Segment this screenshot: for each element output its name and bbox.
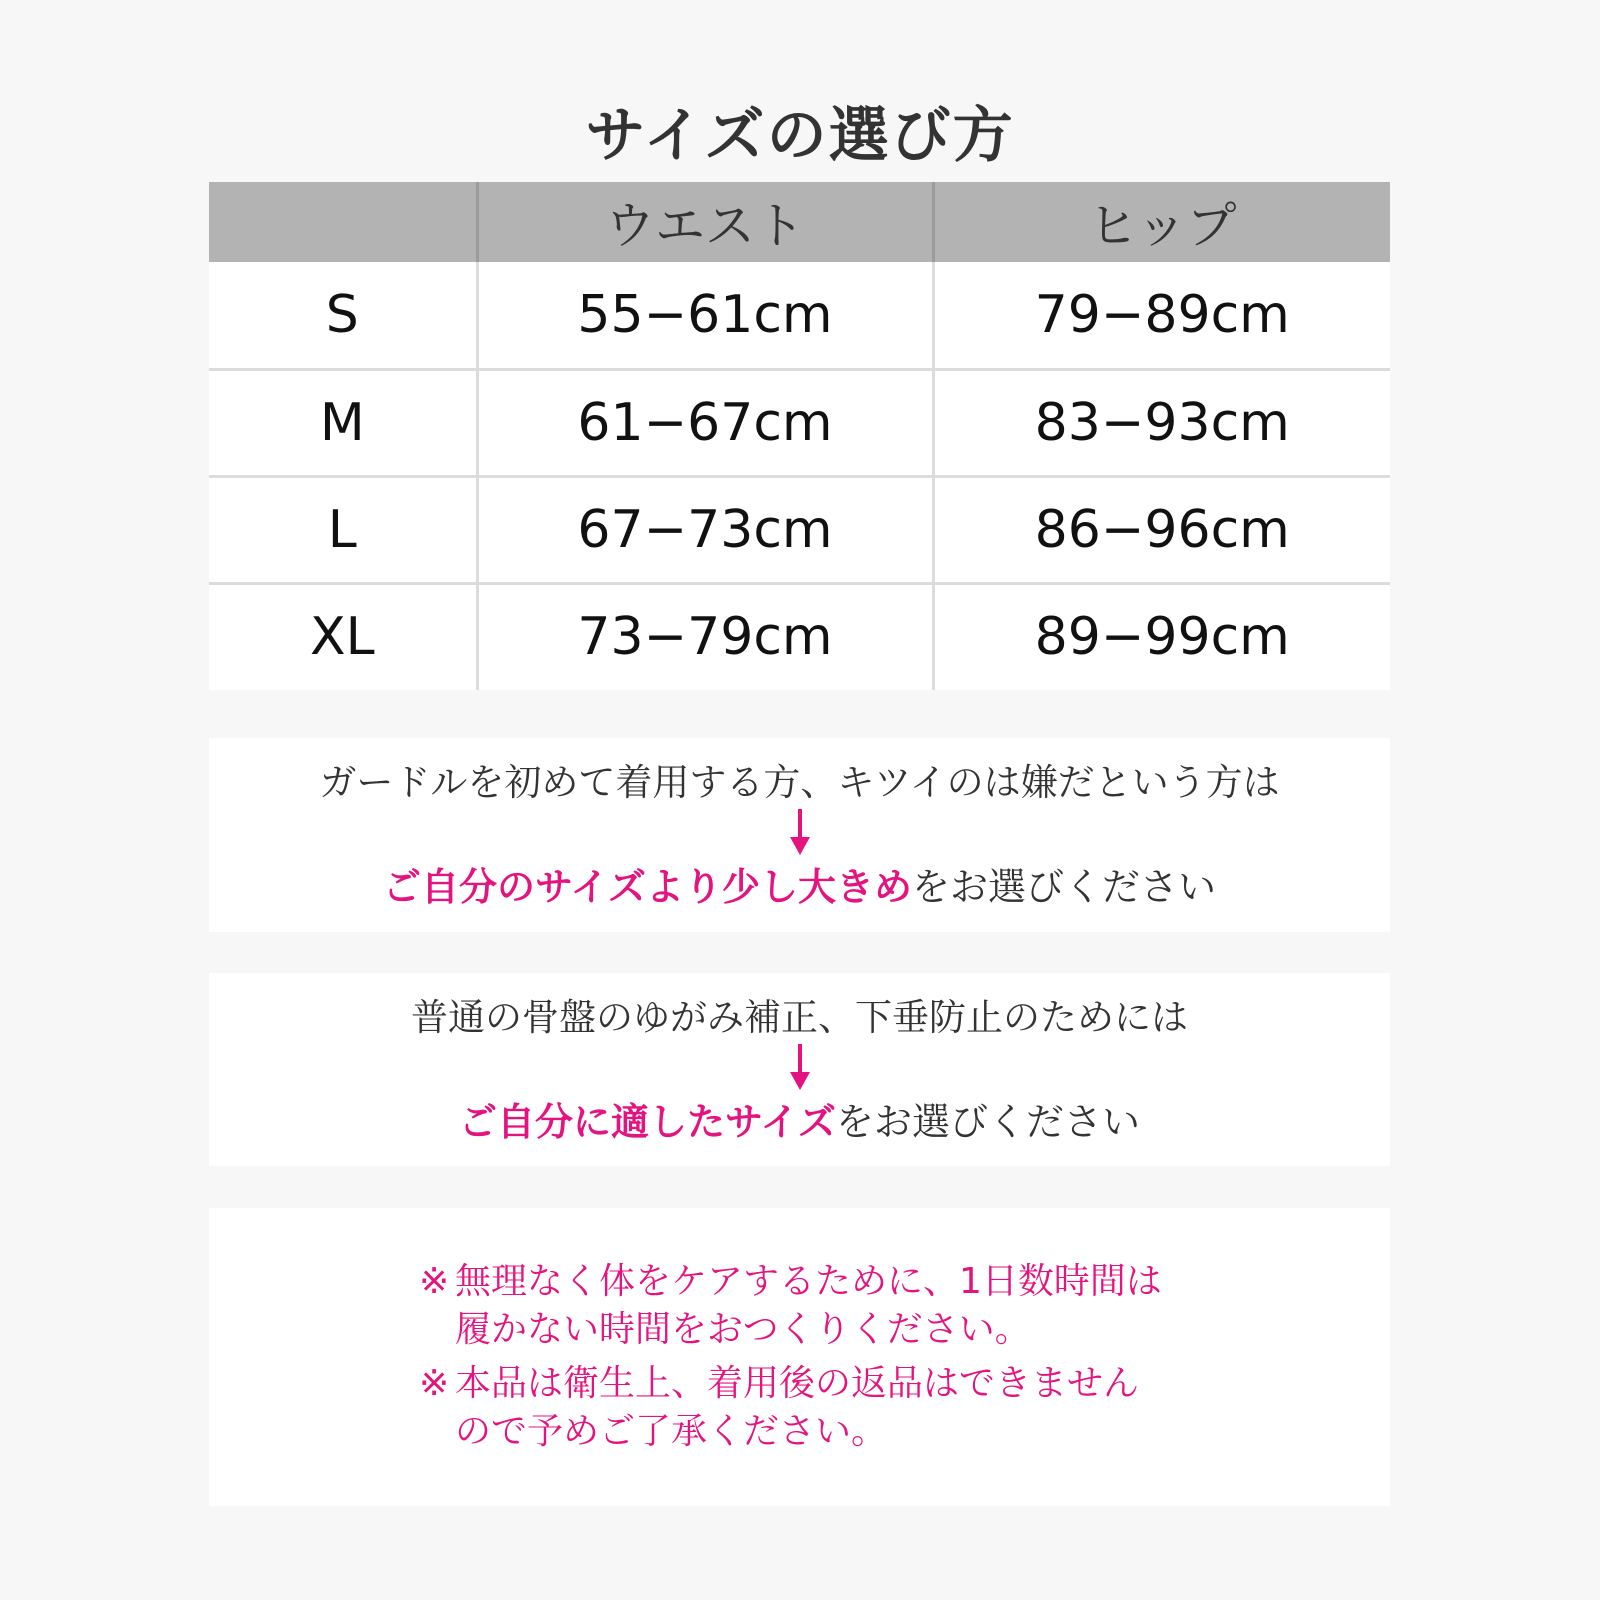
caution-note bbox=[419, 1258, 1179, 1354]
size-table bbox=[209, 182, 1390, 690]
advice-emphasis: ご自分に適したサイズ bbox=[459, 1100, 836, 1144]
caution-line: 本品は衛生上、着用後の返品はできません bbox=[455, 1363, 1140, 1404]
caution-mark: ※ bbox=[419, 1261, 450, 1302]
waist-cell: 61−67cm bbox=[477, 369, 933, 476]
header-hip: ヒップ bbox=[933, 182, 1390, 262]
caution-line: 履かない時間をおつくりください。 bbox=[455, 1309, 1031, 1350]
size-cell: XL bbox=[209, 583, 477, 690]
advice-box-correction bbox=[209, 973, 1390, 1166]
arrow-down-icon bbox=[788, 1044, 812, 1092]
hip-cell: 79−89cm bbox=[933, 262, 1390, 369]
table-row bbox=[209, 369, 1390, 476]
advice-suffix: をお選びください bbox=[911, 865, 1216, 909]
arrow-down-icon bbox=[788, 809, 812, 857]
table-header-row bbox=[209, 182, 1390, 262]
advice-recommendation bbox=[209, 867, 1390, 909]
hip-cell: 83−93cm bbox=[933, 369, 1390, 476]
size-cell: S bbox=[209, 262, 477, 369]
advice-box-first-time bbox=[209, 738, 1390, 932]
waist-cell: 67−73cm bbox=[477, 476, 933, 583]
table-row bbox=[209, 583, 1390, 690]
size-cell: L bbox=[209, 476, 477, 583]
caution-line: ので予めご了承ください。 bbox=[455, 1411, 888, 1452]
waist-cell: 55−61cm bbox=[477, 262, 933, 369]
page-title: サイズの選び方 bbox=[585, 101, 1015, 171]
header-waist: ウエスト bbox=[477, 182, 933, 262]
header-size bbox=[209, 182, 477, 262]
advice-condition: 普通の骨盤のゆがみ補正、下垂防止のためには bbox=[411, 996, 1188, 1039]
caution-box bbox=[209, 1208, 1390, 1506]
table-row bbox=[209, 262, 1390, 369]
caution-note bbox=[419, 1360, 1179, 1456]
caution-line: 無理なく体をケアするために、1日数時間は bbox=[455, 1261, 1162, 1302]
waist-cell: 73−79cm bbox=[477, 583, 933, 690]
advice-condition: ガードルを初めて着用する方、キツイのは嫌だという方は bbox=[319, 761, 1280, 804]
size-cell: M bbox=[209, 369, 477, 476]
advice-suffix: をお選びください bbox=[835, 1100, 1140, 1144]
hip-cell: 89−99cm bbox=[933, 583, 1390, 690]
advice-recommendation bbox=[209, 1102, 1390, 1144]
table-row bbox=[209, 476, 1390, 583]
advice-emphasis: ご自分のサイズより少し大きめ bbox=[383, 865, 912, 909]
caution-mark: ※ bbox=[419, 1363, 450, 1404]
hip-cell: 86−96cm bbox=[933, 476, 1390, 583]
